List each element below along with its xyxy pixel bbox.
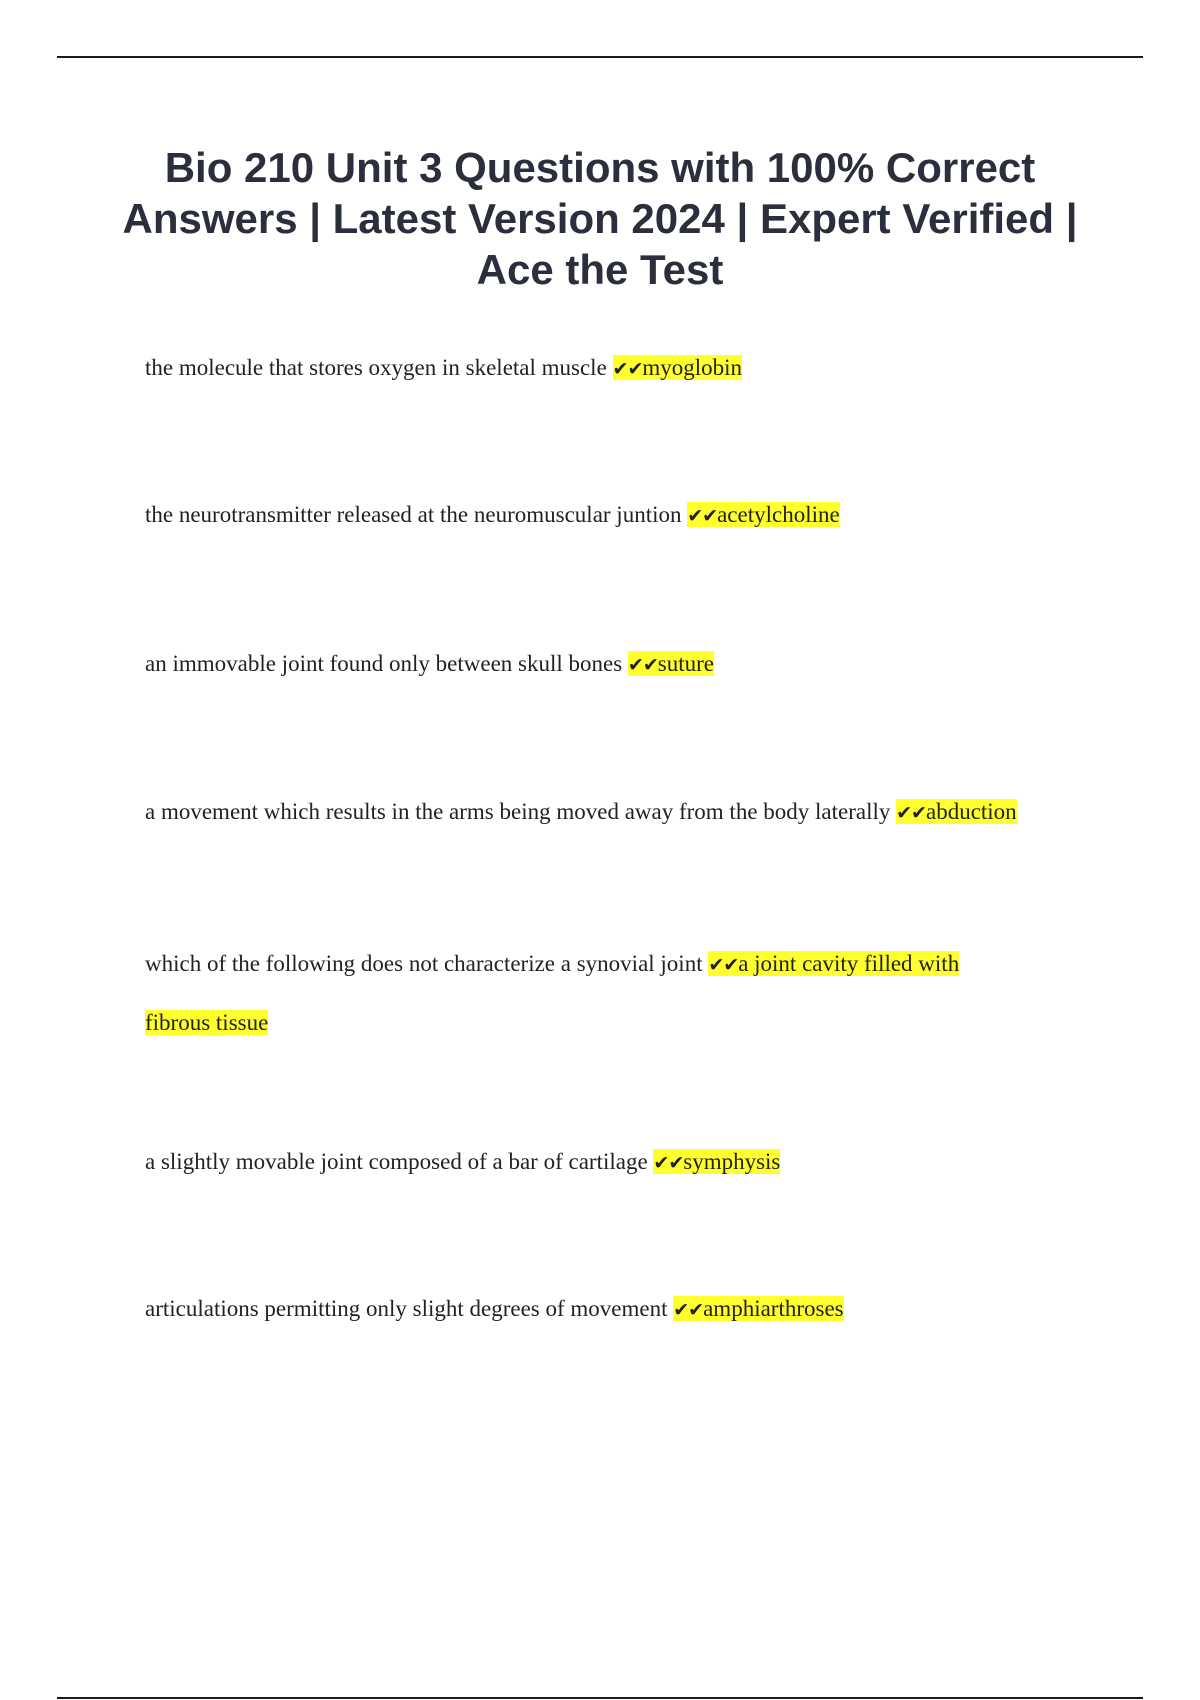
answer-text: acetylcholine <box>717 502 840 527</box>
double-check-icon: ✔✔ <box>673 1299 704 1321</box>
qa-item-5 <box>145 935 1025 1052</box>
question-text: articulations permitting only slight degrees of movement <box>145 1296 668 1321</box>
double-check-icon: ✔✔ <box>896 802 926 824</box>
answer-text: a joint cavity filled with fibrous tissue <box>145 951 960 1035</box>
answer-text: abduction <box>925 799 1017 824</box>
question-text: a slightly movable joint composed of a bar of cartilage <box>145 1149 648 1174</box>
question-text: a movement which results in the arms being moved away from the body laterally <box>145 799 891 824</box>
question-text: the molecule that stores oxygen in skeletal muscle <box>145 355 607 380</box>
answer-highlight <box>628 651 714 676</box>
double-check-icon: ✔✔ <box>708 954 739 976</box>
answer-highlight <box>653 1149 780 1174</box>
page-title: Bio 210 Unit 3 Questions with 100% Correct Answers | Latest Version 2024 | Expert Verified | Ace the Test <box>122 144 1078 293</box>
qa-item-3 <box>145 635 1085 694</box>
top-rule <box>57 56 1143 58</box>
question-text: an immovable joint found only between skull bones <box>145 651 623 676</box>
question-text: which of the following does not characterize a synovial joint <box>145 951 703 976</box>
qa-item-7 <box>145 1280 1085 1339</box>
answer-highlight <box>673 1296 843 1321</box>
double-check-icon: ✔✔ <box>627 654 658 676</box>
answer-text: suture <box>657 651 714 676</box>
question-text: the neurotransmitter released at the neuromuscular juntion <box>145 502 682 527</box>
double-check-icon: ✔✔ <box>612 358 643 380</box>
answer-text: myoglobin <box>642 355 743 380</box>
answer-text: symphysis <box>683 1149 781 1174</box>
double-check-icon: ✔✔ <box>653 1152 684 1174</box>
answer-highlight <box>613 355 743 380</box>
answer-text: amphiarthroses <box>703 1296 844 1321</box>
qa-item-2 <box>145 486 1085 545</box>
qa-item-1 <box>145 339 1085 398</box>
answer-highlight <box>896 799 1017 824</box>
qa-item-6 <box>145 1133 1085 1192</box>
qa-item-4 <box>145 783 1085 842</box>
double-check-icon: ✔✔ <box>687 505 718 527</box>
bottom-rule <box>57 1697 1143 1699</box>
answer-highlight <box>687 502 839 527</box>
